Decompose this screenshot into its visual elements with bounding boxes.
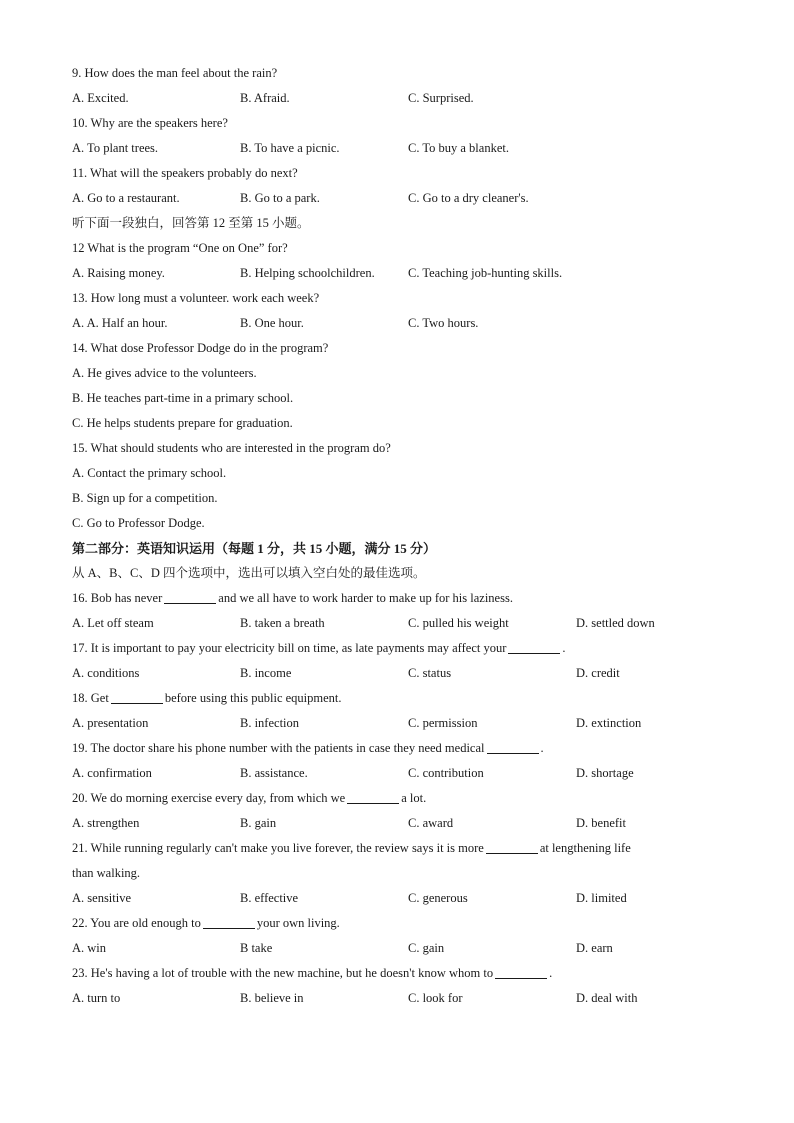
option-15-a: A. Contact the primary school. — [72, 466, 227, 480]
part2-instruction: 从 A、B、C、D 四个选项中，选出可以填入空白处的最佳选项。 — [72, 566, 426, 580]
options-18 — [72, 711, 732, 736]
section-instruction: 听下面一段独白，回答第 12 至第 15 小题。 — [72, 216, 310, 230]
question-text-post: . — [562, 641, 566, 655]
question-text-post: your own living. — [256, 916, 340, 930]
question-text-pre: 20. We do morning exercise every day, from which we — [72, 791, 346, 805]
question-text-post: at lengthening life — [539, 841, 631, 855]
option-d: D. benefit — [576, 816, 626, 830]
option-a: A. conditions — [72, 666, 140, 680]
answer-blank — [495, 964, 547, 979]
options-10 — [72, 136, 732, 161]
option-b: B. One hour. — [240, 316, 304, 330]
question-9 — [72, 61, 732, 86]
exam-page — [72, 61, 732, 1011]
option-c: C. pulled his weight — [408, 616, 509, 630]
question-11 — [72, 161, 732, 186]
question-text: 12 What is the program “One on One” for? — [72, 241, 288, 255]
question-19 — [72, 736, 732, 761]
option-a: A. A. Half an hour. — [72, 316, 168, 330]
question-15 — [72, 436, 732, 461]
option-a: A. confirmation — [72, 766, 152, 780]
option-b: B take — [240, 941, 273, 955]
question-text-pre: 21. While running regularly can't make you live forever, the review says it is more — [72, 841, 484, 855]
question-text-post: and we all have to work harder to make up for his laziness. — [218, 591, 513, 605]
question-text-pre: 22. You are old enough to — [72, 916, 201, 930]
option-c: C. Go to a dry cleaner's. — [408, 191, 529, 205]
option-14-a: A. He gives advice to the volunteers. — [72, 366, 257, 380]
question-22 — [72, 911, 732, 936]
option-d: D. limited — [576, 891, 627, 905]
option-d: D. shortage — [576, 766, 634, 780]
question-18 — [72, 686, 732, 711]
option-a: A. sensitive — [72, 891, 132, 905]
option-c: C. gain — [408, 941, 445, 955]
question-text: 15. What should students who are interested in the program do? — [72, 441, 391, 455]
option-c: C. generous — [408, 891, 468, 905]
option-b: B. gain — [240, 816, 277, 830]
answer-blank — [486, 839, 538, 854]
option-a: A. To plant trees. — [72, 141, 159, 155]
answer-blank — [347, 789, 399, 804]
option-c: C. To buy a blanket. — [408, 141, 509, 155]
question-23 — [72, 961, 732, 986]
part2-heading: 第二部分：英语知识运用（每题 1 分，共 15 小题，满分 15 分） — [72, 541, 437, 556]
option-d: D. earn — [576, 941, 613, 955]
question-text-post: . — [540, 741, 544, 755]
option-a: A. Excited. — [72, 91, 129, 105]
options-19 — [72, 761, 732, 786]
options-16 — [72, 611, 732, 636]
option-b: B. Afraid. — [240, 91, 290, 105]
question-17 — [72, 636, 732, 661]
options-11 — [72, 186, 732, 211]
option-a: A. win — [72, 941, 107, 955]
option-c: C. Teaching job-hunting skills. — [408, 266, 563, 280]
question-text: 10. Why are the speakers here? — [72, 116, 228, 130]
option-d: D. extinction — [576, 716, 642, 730]
question-text-pre: 23. He's having a lot of trouble with the new machine, but he doesn't know whom to — [72, 966, 494, 980]
question-14 — [72, 336, 732, 361]
question-text: 11. What will the speakers probably do next? — [72, 166, 298, 180]
option-a: A. presentation — [72, 716, 149, 730]
option-b: B. To have a picnic. — [240, 141, 340, 155]
option-b: B. Go to a park. — [240, 191, 320, 205]
answer-blank — [164, 589, 216, 604]
option-a: A. turn to — [72, 991, 121, 1005]
option-a: A. strengthen — [72, 816, 140, 830]
option-b: B. assistance. — [240, 766, 308, 780]
option-14-c: C. He helps students prepare for graduation. — [72, 416, 293, 430]
option-14-b: B. He teaches part-time in a primary school. — [72, 391, 294, 405]
options-17 — [72, 661, 732, 686]
question-text-pre: 18. Get — [72, 691, 109, 705]
question-text-post: . — [549, 966, 553, 980]
option-15-c: C. Go to Professor Dodge. — [72, 516, 205, 530]
options-21 — [72, 886, 732, 911]
question-21 — [72, 836, 732, 861]
option-c: C. contribution — [408, 766, 484, 780]
option-b: B. effective — [240, 891, 299, 905]
option-15-b: B. Sign up for a competition. — [72, 491, 218, 505]
question-text: 9. How does the man feel about the rain? — [72, 66, 278, 80]
option-d: D. credit — [576, 666, 620, 680]
question-21-continued: than walking. — [72, 866, 141, 880]
question-12 — [72, 236, 732, 261]
answer-blank — [111, 689, 163, 704]
question-text: 14. What dose Professor Dodge do in the program? — [72, 341, 329, 355]
options-22 — [72, 936, 732, 961]
options-9 — [72, 86, 732, 111]
option-b: B. Helping schoolchildren. — [240, 266, 375, 280]
option-b: B. income — [240, 666, 292, 680]
question-text-post: a lot. — [401, 791, 427, 805]
question-16 — [72, 586, 732, 611]
answer-blank — [487, 739, 539, 754]
option-b: B. infection — [240, 716, 300, 730]
option-c: C. award — [408, 816, 454, 830]
options-13 — [72, 311, 732, 336]
question-text-pre: 17. It is important to pay your electricity bill on time, as late payments may affect your — [72, 641, 507, 655]
option-b: B. believe in — [240, 991, 304, 1005]
option-c: C. Surprised. — [408, 91, 474, 105]
question-text: 13. How long must a volunteer. work each week? — [72, 291, 320, 305]
question-20 — [72, 786, 732, 811]
question-13 — [72, 286, 732, 311]
option-a: A. Raising money. — [72, 266, 165, 280]
option-c: C. status — [408, 666, 452, 680]
option-a: A. Go to a restaurant. — [72, 191, 180, 205]
option-a: A. Let off steam — [72, 616, 154, 630]
question-text-pre: 16. Bob has never — [72, 591, 163, 605]
options-12 — [72, 261, 732, 286]
option-c: C. Two hours. — [408, 316, 479, 330]
option-b: B. taken a breath — [240, 616, 325, 630]
option-c: C. look for — [408, 991, 463, 1005]
option-d: D. settled down — [576, 616, 655, 630]
option-c: C. permission — [408, 716, 478, 730]
options-20 — [72, 811, 732, 836]
answer-blank — [203, 914, 255, 929]
option-d: D. deal with — [576, 991, 638, 1005]
question-text-post: before using this public equipment. — [164, 691, 342, 705]
question-10 — [72, 111, 732, 136]
question-text-pre: 19. The doctor share his phone number with the patients in case they need medical — [72, 741, 485, 755]
options-23 — [72, 986, 732, 1011]
answer-blank — [508, 639, 560, 654]
